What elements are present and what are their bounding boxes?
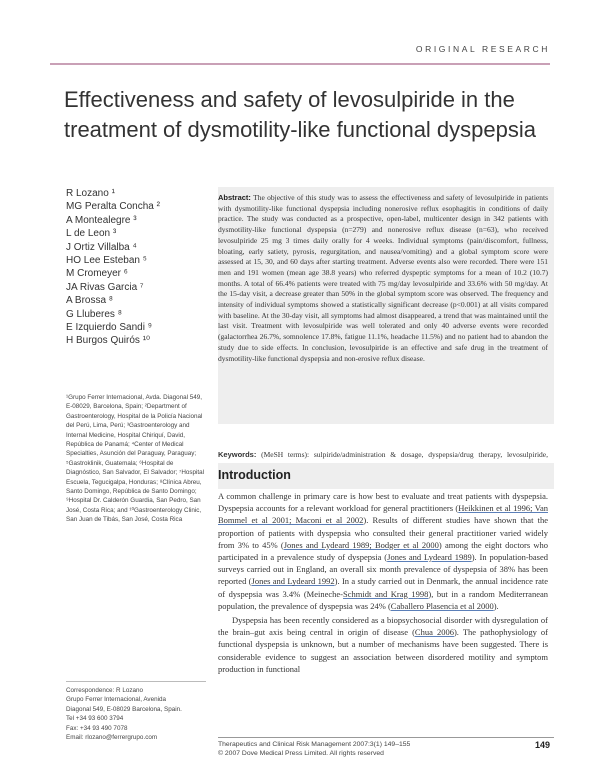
citation-link[interactable]: Jones and Lydeard 1989: [387, 552, 472, 563]
abstract-label: Abstract:: [218, 193, 251, 202]
correspondence-line: Fax: +34 93 490 7078: [66, 724, 128, 732]
citation-link[interactable]: Caballero Plasencia et al 2000: [390, 600, 494, 611]
citation-link[interactable]: Jones and Lydeard 1989; Bodger et al 2000: [283, 539, 439, 550]
paragraph-text: ), but in a random Mediterranean population, the prevalence of dyspepsia was 24% (: [218, 588, 548, 611]
correspondence-line: Correspondence: R Lozano: [66, 687, 144, 694]
citation-link[interactable]: Jones and Lydeard 1992: [251, 576, 335, 587]
author-name: E Izquierdo Sandi ⁹: [66, 322, 153, 334]
section-label: ORIGINAL RESEARCH: [415, 44, 550, 54]
author-name: R Lozano ¹: [66, 188, 115, 199]
author-name: HO Lee Esteban ⁵: [66, 255, 147, 267]
citation-link[interactable]: Chua 2006: [414, 627, 454, 638]
correspondence: [66, 686, 211, 742]
paragraph-text: Dyspepsia has been recently considered as a biopsychosocial disorder with dysregulation of the brain–gut axis being central in origin of disease (: [218, 615, 548, 638]
footer-copyright: © 2007 Dove Medical Press Limited. All rights reserved: [218, 750, 384, 757]
paragraph-text: ). In a study carried out in Denmark, the annual incidence rate of dyspepsia was 3.4% (Meineche-: [218, 576, 548, 599]
paragraph-text: ) among the eight doctors who participated in a prevalence study of dyspepsia (: [218, 539, 548, 563]
paragraph-text: A common challenge in primary care is how best to evaluate and treat patients with dyspepsia. Dyspepsia accounts for a relevant workload for general practitioners (: [218, 491, 548, 514]
paragraph-text: ). The pathophysiology of functional dyspepsia is unknown, but a number of mechanisms have been suggested. There is considerable evidence to suggest an association between disordered motility and symptom production in functional: [218, 627, 549, 674]
author-list: [66, 187, 211, 348]
author-name: G Lluberes ⁸: [66, 308, 122, 320]
article-title: Effectiveness and safety of levosulpiride in the treatment of dysmotility-like functional dyspepsia: [64, 87, 536, 142]
introduction-body: [218, 490, 548, 675]
author-name: JA Rivas Garcia ⁷: [66, 281, 144, 293]
keywords-text: (MeSH terms): sulpiride/administration & dosage, dyspepsia/drug therapy, levosulpiride,: [261, 450, 548, 459]
keywords-label: Keywords:: [218, 450, 257, 459]
footer-journal: Therapeutics and Clinical Risk Management 2007:3(1) 149–155: [218, 741, 411, 748]
introduction-paragraph: [218, 490, 548, 612]
author-name: L de Leon ³: [66, 228, 117, 240]
abstract-text: The objective of this study was to assess the effectiveness and safety of levosulpiride in patients with dysmotility-like functional dyspepsia including nonerosive reflux esophagitis in conditions of daily practice. The study was conducted as a prospective, open-label, multicenter design in 342 patients with dysmotility-like functional dyspepsia (n=279) and nonerosive reflux disease (n=63), who received levosulpiride 25 mg 3 times daily orally for 4 weeks. Individual symptoms (pain/discomfort, fullness, bloating, early satiety, pyrosis, regurgitation, and nausea/vomiting) and a global symptom score were assessed at 15, 30, and 60 days after starting treatment. Adverse events also were recorded. There were 151 men and 191 women (mean age 38.8 years) who referred dyspeptic symptoms for a mean of 10.2 (10.7) months. A total of 66.4% patients were treated with 75 mg/day levosulpiride and 33.6% with 50 mg/day. At the 15-day visit, a decrease greater than 50% in the global symptom score was observed. The frequency and intensity of individual symptoms showed a statistically significant decrease (p<0.001) at all visits compared with baseline. At the 30-day visit, all symptoms had almost disappeared, a trend that was maintained until the last visit. Treatment with levosulpiride was well tolerated and only 40 adverse events were recorded (galactorrhea 26.7%, somnolence 17.8%, fatigue 11.1%, headache 11.5%) and no patient had to abandon the study due to side effects. In conclusion, levosulpiride is an effective and safe drug in the treatment of dysmotility-like functional dyspepsia and non-erosive reflux disease.: [218, 193, 548, 363]
introduction-paragraph: [218, 614, 548, 675]
paragraph-text: ). In population-based surveys carried out in England, an overall six month prevalence of dyspepsia of 38% has been reported (: [218, 552, 549, 587]
paragraph-text: ).: [493, 600, 499, 611]
correspondence-line: Grupo Ferrer Internacional, Avenida: [66, 696, 166, 704]
abstract: [218, 193, 548, 364]
introduction-heading: Introduction: [218, 468, 291, 482]
citation-link[interactable]: Heikkinen et al 1996; Van Bommel et al 2001; Maconi et al 2002: [218, 503, 548, 526]
correspondence-rule: [66, 681, 206, 682]
correspondence-email[interactable]: Email: rlozano@ferrergrupo.com: [66, 734, 158, 742]
correspondence-line: Tel +34 93 600 3794: [66, 715, 124, 723]
author-name: H Burgos Quirós ¹⁰: [66, 335, 151, 347]
author-name: J Ortiz Villalba ⁴: [66, 241, 137, 253]
footer-rule: [218, 737, 554, 738]
affiliations: ¹Grupo Ferrer Internacional, Avda. Diagonal 549, E-08029, Barcelona, Spain; ²Department of Gastroenterology, Hospital de la Policía Nacional del Perú, Lima, Perú; ³Gastroenterology and Internal Medicine, Hospital Chiriquí, David, República de Panamá; ⁴Center of Medical Specialties, Asunción del Paraguay, Paraguay; ⁵Gastroklinik, Guatemala; ⁶Hospital de Diagnóstico, San Salvador, El Salvador; ⁷Hospital Escuela, Tegucigalpa, Honduras; ⁸Clínica Abreu, Santo Domingo, República de Santo Domingo; ⁹Hospital Dr. Calderón Guardia, San Pedro, San José, Costa Rica; and ¹⁰Gastroenterology Clinic, San Juan de Tibás, San José, Costa Rica: [66, 394, 205, 524]
author-name: MG Peralta Concha ²: [66, 201, 160, 213]
citation-link[interactable]: Schmidt and Krag 1998: [343, 588, 429, 599]
header-rule: [50, 63, 550, 65]
author-name: M Cromeyer ⁶: [66, 268, 128, 280]
author-name: A Montealegre ³: [66, 214, 137, 226]
correspondence-line: Diagonal 549, E-08029 Barcelona, Spain.: [66, 705, 182, 713]
author-name: A Brossa ⁸: [66, 295, 114, 307]
page-number: 149: [534, 740, 550, 750]
paragraph-text: ). Results of different studies have shown that the proportion of patients with dyspepsia who consulted their general practitioner varied widely from 3% to 45% (: [218, 515, 548, 550]
